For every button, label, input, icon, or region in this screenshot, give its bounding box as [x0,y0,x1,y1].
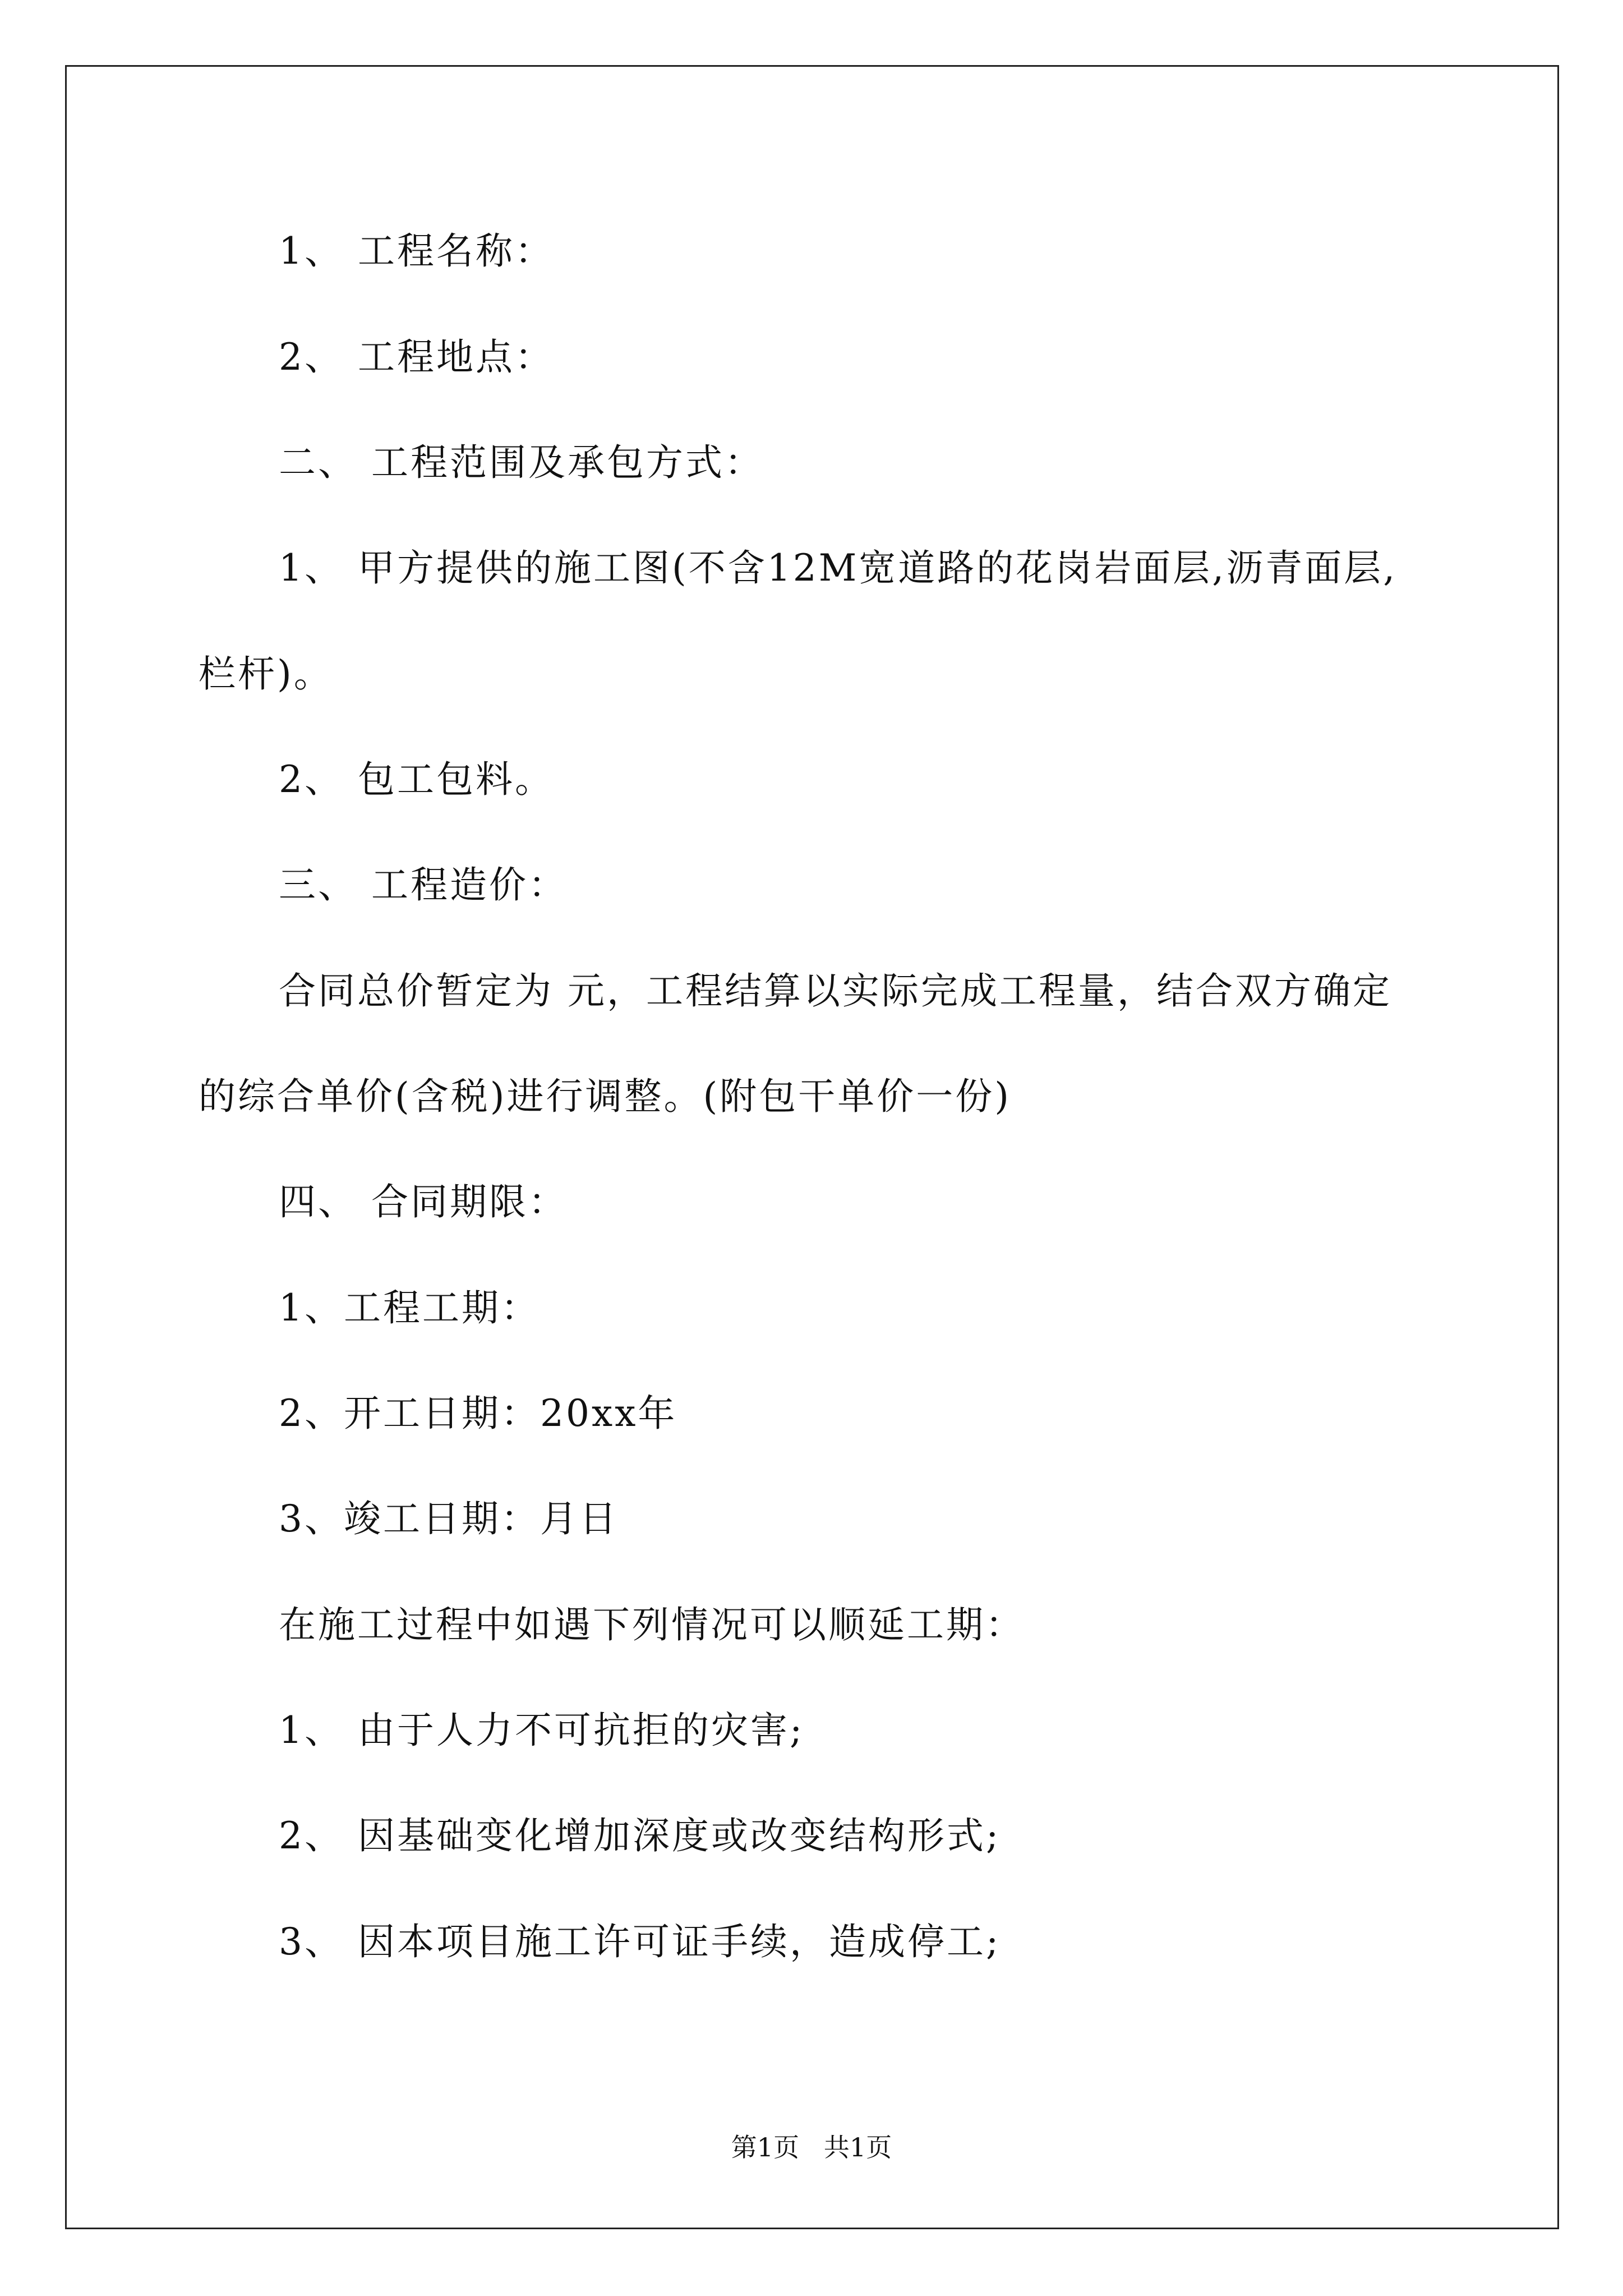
item-duration: 1、工程工期： [279,1286,540,1329]
cost-paragraph-line-2: 的综合单价(含税)进行调整。(附包干单价一份) [199,1075,1011,1118]
section-scope-heading: 二、 工程范围及承包方式： [279,441,764,484]
item-scope-drawings-cont: 栏杆)。 [199,652,333,696]
extension-intro: 在施工过程中如遇下列情况可以顺延工期： [279,1603,1025,1646]
extension-item-permit: 3、 因本项目施工许可证手续，造成停工; [279,1920,1001,1963]
extension-item-foundation: 2、 因基础变化增加深度或改变结构形式; [279,1814,1001,1857]
item-project-name: 1、 工程名称： [279,229,554,273]
item-completion-date: 3、竣工日期：月日 [279,1497,619,1540]
item-start-date: 2、开工日期：20xx年 [279,1392,677,1435]
item-project-location: 2、 工程地点： [279,335,554,379]
page-border [65,65,1559,2229]
page-footer: 第1页 共1页 [731,2132,892,2162]
section-term-heading: 四、 合同期限： [279,1180,568,1223]
item-scope-drawings: 1、 甲方提供的施工图(不含12M宽道路的花岗岩面层,沥青面层, [279,546,1398,590]
section-cost-heading: 三、 工程造价： [279,863,568,907]
cost-paragraph-line-1: 合同总价暂定为 元，工程结算以实际完成工程量，结合双方确定 [279,969,1392,1013]
item-scope-labor-materials: 2、 包工包料。 [279,758,554,801]
extension-item-force-majeure: 1、 由于人力不可抗拒的灾害; [279,1709,805,1752]
